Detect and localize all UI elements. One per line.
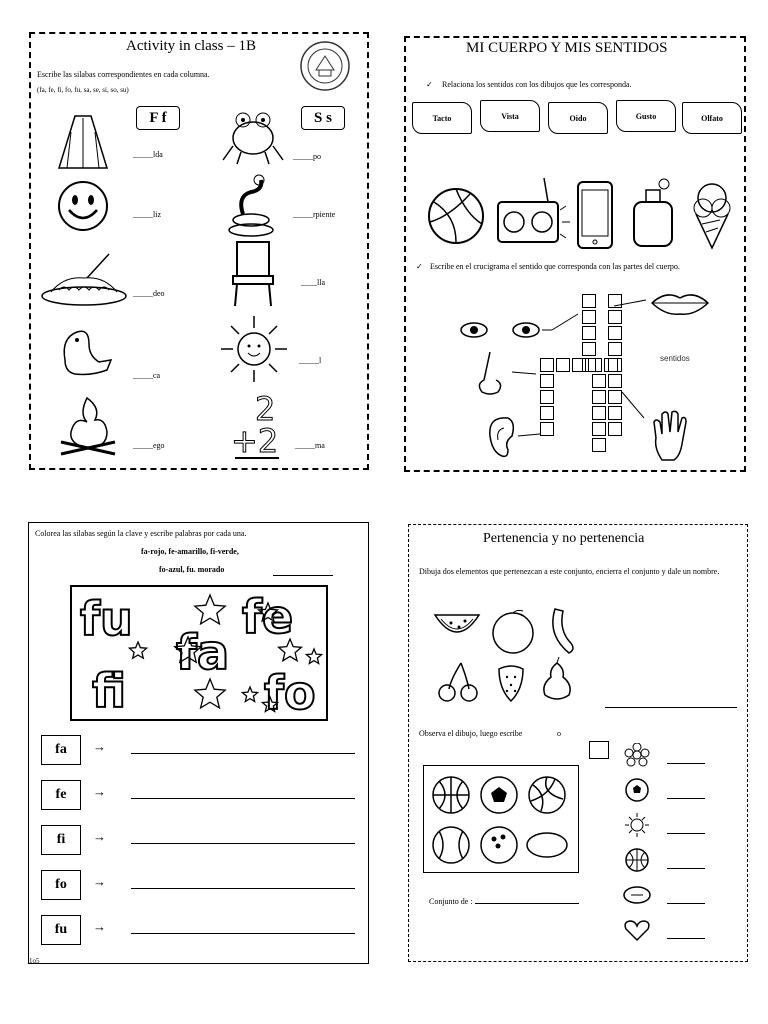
word-blank: _____ca [133,371,161,380]
color-key-line-2: fo-azul, fu. morado [159,565,225,574]
spaghetti-icon [39,248,129,313]
instruction: Observa el dibujo, luego escribe [419,729,523,738]
box-f: F f [136,106,180,130]
connector-arrows [406,38,748,474]
answer-line[interactable] [667,868,705,869]
checkmark-icon: ✓ [426,80,433,89]
panel-pertenencia [408,524,748,962]
syllable-fi: fi [92,664,127,718]
instruction: Dibuja dos elementos que pertenezcan a este conjunto, encierra el conjunto y dale un nombre. [419,567,720,576]
conjunto-line [475,903,579,904]
page-number: 1o5 [29,957,40,965]
syllable-fa: fa [176,625,230,681]
instruction-o: o [557,729,561,738]
word-blank: _____ego [133,441,165,450]
color-key-line-1: fa-rojo, fe-amarillo, fi-verde, [141,547,239,556]
svg-text:+2: +2 [231,422,279,460]
panel-mi-cuerpo [404,36,746,472]
panel-title: MI CUERPO Y MIS SENTIDOS [466,40,668,56]
answer-line[interactable] [667,903,705,904]
answer-line[interactable] [667,833,705,834]
write-line[interactable] [131,843,355,844]
arrow-icon: → [93,784,106,799]
sun-icon [623,813,653,844]
word-blank: _____lda [133,150,163,159]
answer-line[interactable] [667,798,705,799]
checkmark-icon: ✓ [416,262,423,271]
write-line[interactable] [131,888,355,889]
word-blank: ____lla [301,278,325,287]
svg-text:2: 2 [255,392,276,428]
flower-icon [623,743,653,774]
word-blank: _____liz [133,210,161,219]
answer-square [589,741,609,759]
write-line[interactable] [131,933,355,934]
arrow-icon: → [93,919,106,934]
syllable-box-fi: fi [41,825,81,855]
football-icon [623,883,653,914]
word-blank: _____po [293,152,321,161]
syllable-fo: fo [264,666,316,720]
sense-banner-tacto: Tacto [412,102,472,134]
panel-title: Activity in class – 1B [126,38,256,54]
peach-icon [487,607,539,660]
star-icon [306,649,321,664]
cherries-icon [433,661,485,708]
skirt-icon [53,112,113,177]
star-icon [195,679,225,708]
conjunto-label: Conjunto de : [429,897,473,906]
crossword-label: sentidos [660,354,690,363]
math-sum-icon [229,392,289,469]
banana-icon [545,605,581,662]
syllable-box-fa: fa [41,735,81,765]
frog-icon [221,106,285,171]
balls-set [423,765,577,871]
write-line[interactable] [131,798,355,799]
watermelon-icon [431,609,483,654]
syllable-box-fu: fu [41,915,81,945]
instruction: Escribe en el crucigrama el sentido que corresponda con las partes del cuerpo. [430,262,680,271]
instruction: Relaciona los sentidos con los dibujos que les corresponda. [442,80,632,89]
syllable-fu: fu [80,592,133,646]
panel-title: Pertenencia y no pertenencia [483,531,645,546]
answer-line[interactable] [667,938,705,939]
arrow-icon: → [93,739,106,754]
instruction: Escribe las silabas correspondientes en cada columna. [37,70,210,79]
strawberry-icon [493,659,529,708]
school-seal-icon [299,40,351,92]
arrow-icon: → [93,829,106,844]
syllable-fe: fe [242,590,294,644]
short-underline [273,575,333,576]
basketball-icon [623,848,653,879]
syllable-picture [70,585,328,721]
arrow-icon: → [93,874,106,889]
write-line[interactable] [131,753,355,754]
word-blank: _____l [299,356,322,365]
panel-activity-in-class [29,32,369,470]
sense-banner-vista: Vista [480,100,540,132]
syllable-box-fo: fo [41,870,81,900]
chair-icon [229,240,277,313]
heart-icon [623,918,653,949]
word-blank: _____rpiente [293,210,336,219]
word-blank: _____deo [133,289,165,298]
fire-icon [57,392,119,463]
soccer-ball-icon [623,778,653,809]
snake-icon [223,174,279,243]
word-blank: _____ma [295,441,325,450]
instruction: Colorea las silabas según la clave y escribe palabras por cada una. [35,529,247,538]
answer-line[interactable] [667,763,705,764]
syllable-box-fe: fe [41,780,81,810]
panel-colorea-silabas [28,522,369,964]
pear-icon [539,655,575,708]
box-s: S s [301,106,345,130]
sense-banner-oido: Oido [548,102,608,134]
syllable-list: (fa, fe, fi, fo, fu, sa, se, si, so, su) [37,86,129,94]
sun-icon [219,314,289,389]
star-icon [195,595,225,624]
sense-banner-gusto: Gusto [616,100,676,132]
answer-line [605,707,737,708]
seal-animal-icon [55,320,115,385]
sense-banner-olfato: Olfato [682,102,742,134]
star-icon [242,687,257,702]
smiley-icon [57,180,109,237]
